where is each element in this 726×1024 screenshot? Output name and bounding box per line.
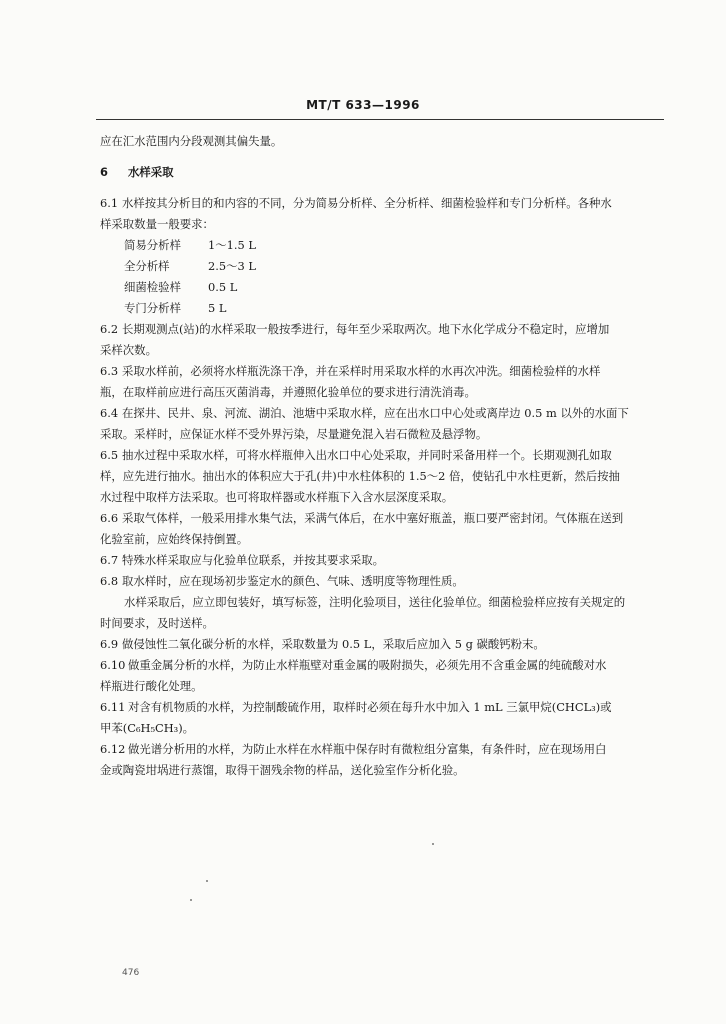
clause-text: 做重金属分析的水样，为防止水样瓶壁对重金属的吸附损失，必须先用不含重金属的纯硫酸对水 [128,658,607,672]
clause-6-4-line-1 [100,403,662,424]
clause-number: 6.8 [100,574,119,588]
clause-6-8-line-3: 时间要求，及时送样。 [100,616,214,630]
clause-6-5-line-1 [100,445,662,466]
clause-6-8-line-2: 水样采取后，应立即包装好，填写标签，注明化验项目，送往化验单位。细菌检验样应按有关规定的 [124,595,626,609]
sample-name: 全分析样 [124,259,170,273]
clause-number: 6.10 [100,658,126,672]
clause-text: 做侵蚀性二氧化碳分析的水样，采取数量为 0.5 L，采取后应加入 5 g 碳酸钙粉末。 [122,637,545,651]
clause-6-12-line-2: 金或陶瓷坩埚进行蒸馏，取得干涸残余物的样品，送化验室作分析化验。 [100,763,465,777]
clause-6-4-line-2: 采取。采样时，应保证水样不受外界污染，尽量避免混入岩石微粒及悬浮物。 [100,427,488,441]
standard-code-header: MT/T 633—1996 [306,98,420,112]
clause-text: 抽水过程中采取水样，可将水样瓶伸入出水口中心处采取，并同时采备用样一个。长期观测孔如取 [122,448,612,462]
clause-text: 采取水样前，必须将水样瓶洗涤干净，并在采样时用采取水样的水再次冲洗。细菌检验样的水样 [122,364,601,378]
clause-6-9-line-1 [100,634,662,655]
clause-6-11-line-2: 甲苯(C₆H₅CH₃)。 [100,721,195,735]
clause-6-6-line-2: 化验室前，应始终保持倒置。 [100,532,249,546]
clause-number: 6.4 [100,406,119,420]
clause-text: 对含有机物质的水样，为控制酸硫作用，取样时必须在每升水中加入 1 mL 三氯甲烷(CHCL₃)或 [128,700,612,714]
clause-6-11-line-1 [100,697,662,718]
section-title: 水样采取 [128,165,174,179]
clause-number: 6.6 [100,511,119,525]
clause-6-2-line-1 [100,319,662,340]
clause-6-7-line-1 [100,550,662,571]
clause-6-8-line-1 [100,571,662,592]
sample-amount-row [100,235,662,256]
clause-text: 取水样时，应在现场初步鉴定水的颜色、气味、透明度等物理性质。 [122,574,464,588]
sample-amount: 0.5 L [208,280,238,294]
clause-6-12-line-1 [100,739,662,760]
clause-text: 在探井、民井、泉、河流、湖泊、池塘中采取水样，应在出水口中心处或离岸边 0.5 m 以外的水面下 [122,406,629,420]
clause-number: 6.12 [100,742,126,756]
sample-amount: 5 L [208,301,227,315]
clause-text: 做光谱分析用的水样，为防止水样在水样瓶中保存时有微粒组分富集，有条件时，应在现场用白 [128,742,607,756]
clause-6-3-line-1 [100,361,662,382]
clause-6-1-line-2: 样采取数量一般要求： [100,217,214,231]
clause-6-5-line-3: 水过程中取样方法采取。也可将取样器或水样瓶下入含水层深度采取。 [100,490,454,504]
sample-amount: 2.5～3 L [208,259,256,273]
sample-amount-row [100,298,662,319]
page-number: 476 [122,968,140,978]
section-number: 6 [100,165,108,179]
scan-speck [206,880,208,882]
clause-6-10-line-1 [100,655,662,676]
clause-number: 6.1 [100,196,119,210]
clause-6-2-line-2: 采样次数。 [100,343,157,357]
clause-text: 水样按其分析目的和内容的不同，分为简易分析样、全分析样、细菌检验样和专门分析样。各种水 [122,196,612,210]
sample-name: 专门分析样 [124,301,181,315]
clause-text: 长期观测点(站)的水样采取一般按季进行，每年至少采取两次。地下水化学成分不稳定时，应增加 [122,322,610,336]
clause-number: 6.11 [100,700,126,714]
section-heading [100,162,662,183]
clause-6-5-line-2: 样，应先进行抽水。抽出水的体积应大于孔(井)中水柱体积的 1.5～2 倍，使钻孔中水柱更新，然后按抽 [100,469,620,483]
sample-name: 细菌检验样 [124,280,181,294]
sample-name: 简易分析样 [124,238,181,252]
header-rule [96,119,664,120]
sample-amount: 1～1.5 L [208,238,256,252]
document-body [100,131,662,781]
clause-6-3-line-2: 瓶，在取样前应进行高压灭菌消毒，并遵照化验单位的要求进行清洗消毒。 [100,385,476,399]
clause-6-1-line-1 [100,193,662,214]
clause-number: 6.7 [100,553,119,567]
clause-number: 6.3 [100,364,119,378]
sample-amount-row [100,256,662,277]
clause-number: 6.5 [100,448,119,462]
clause-6-6-line-1 [100,508,662,529]
intro-line: 应在汇水范围内分段观测其偏失量。 [100,134,283,148]
scan-speck [190,899,192,901]
clause-number: 6.9 [100,637,119,651]
sample-amount-row [100,277,662,298]
clause-text: 采取气体样，一般采用排水集气法，采满气体后，在水中塞好瓶盖，瓶口要严密封闭。气体瓶在送到 [122,511,624,525]
clause-6-10-line-2: 样瓶进行酸化处理。 [100,679,203,693]
clause-number: 6.2 [100,322,119,336]
clause-text: 特殊水样采取应与化验单位联系，并按其要求采取。 [122,553,384,567]
scan-speck [432,843,434,845]
